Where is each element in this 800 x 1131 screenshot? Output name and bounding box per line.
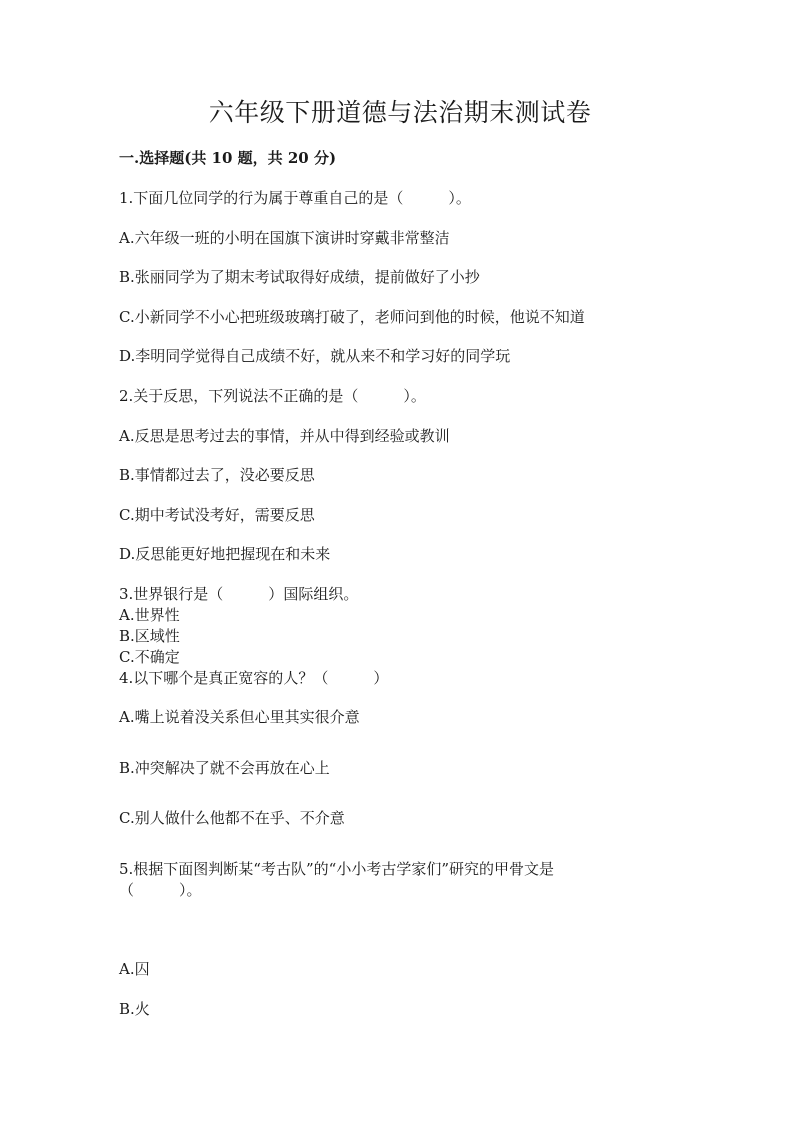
question-1-option-a: A.六年级一班的小明在国旗下演讲时穿戴非常整洁 <box>119 229 450 247</box>
question-1-option-d: D.李明同学觉得自己成绩不好，就从来不和学习好的同学玩 <box>119 347 511 365</box>
question-2-option-a: A.反思是思考过去的事情，并从中得到经验或教训 <box>119 427 450 445</box>
question-3-option-b: B.区域性 <box>119 627 180 645</box>
question-4-stem: 4.以下哪个是真正宽容的人？（ ） <box>119 669 389 687</box>
question-2-option-d: D.反思能更好地把握现在和未来 <box>119 545 331 563</box>
question-3-stem: 3.世界银行是（ ）国际组织。 <box>119 585 359 603</box>
question-4-option-a: A.嘴上说着没关系但心里其实很介意 <box>119 708 360 726</box>
question-2-stem: 2.关于反思，下列说法不正确的是（ ）。 <box>119 387 426 405</box>
page-title: 六年级下册道德与法治期末测试卷 <box>208 98 592 127</box>
question-1-option-c: C.小新同学不小心把班级玻璃打破了，老师问到他的时候，他说不知道 <box>119 308 585 326</box>
question-1-option-b: B.张丽同学为了期末考试取得好成绩，提前做好了小抄 <box>119 268 480 286</box>
question-5-stem-line-1: 5.根据下面图判断某“考古队”的“小小考古学家们”研究的甲骨文是 <box>119 860 554 878</box>
question-4-option-c: C.别人做什么他都不在乎、不介意 <box>119 809 345 827</box>
section-heading: 一.选择题(共 10 题，共 20 分) <box>119 149 337 167</box>
question-2-option-c: C.期中考试没考好，需要反思 <box>119 506 315 524</box>
question-1-stem: 1.下面几位同学的行为属于尊重自己的是（ ）。 <box>119 189 471 207</box>
question-3-option-c: C.不确定 <box>119 648 180 666</box>
question-3-option-a: A.世界性 <box>119 606 180 624</box>
question-5-stem-line-2: （ ）。 <box>119 881 202 899</box>
question-4-option-b: B.冲突解决了就不会再放在心上 <box>119 759 330 777</box>
question-2-option-b: B.事情都过去了，没必要反思 <box>119 466 315 484</box>
question-5-option-a: A.囚 <box>119 960 150 978</box>
question-5-option-b: B.火 <box>119 1000 150 1018</box>
